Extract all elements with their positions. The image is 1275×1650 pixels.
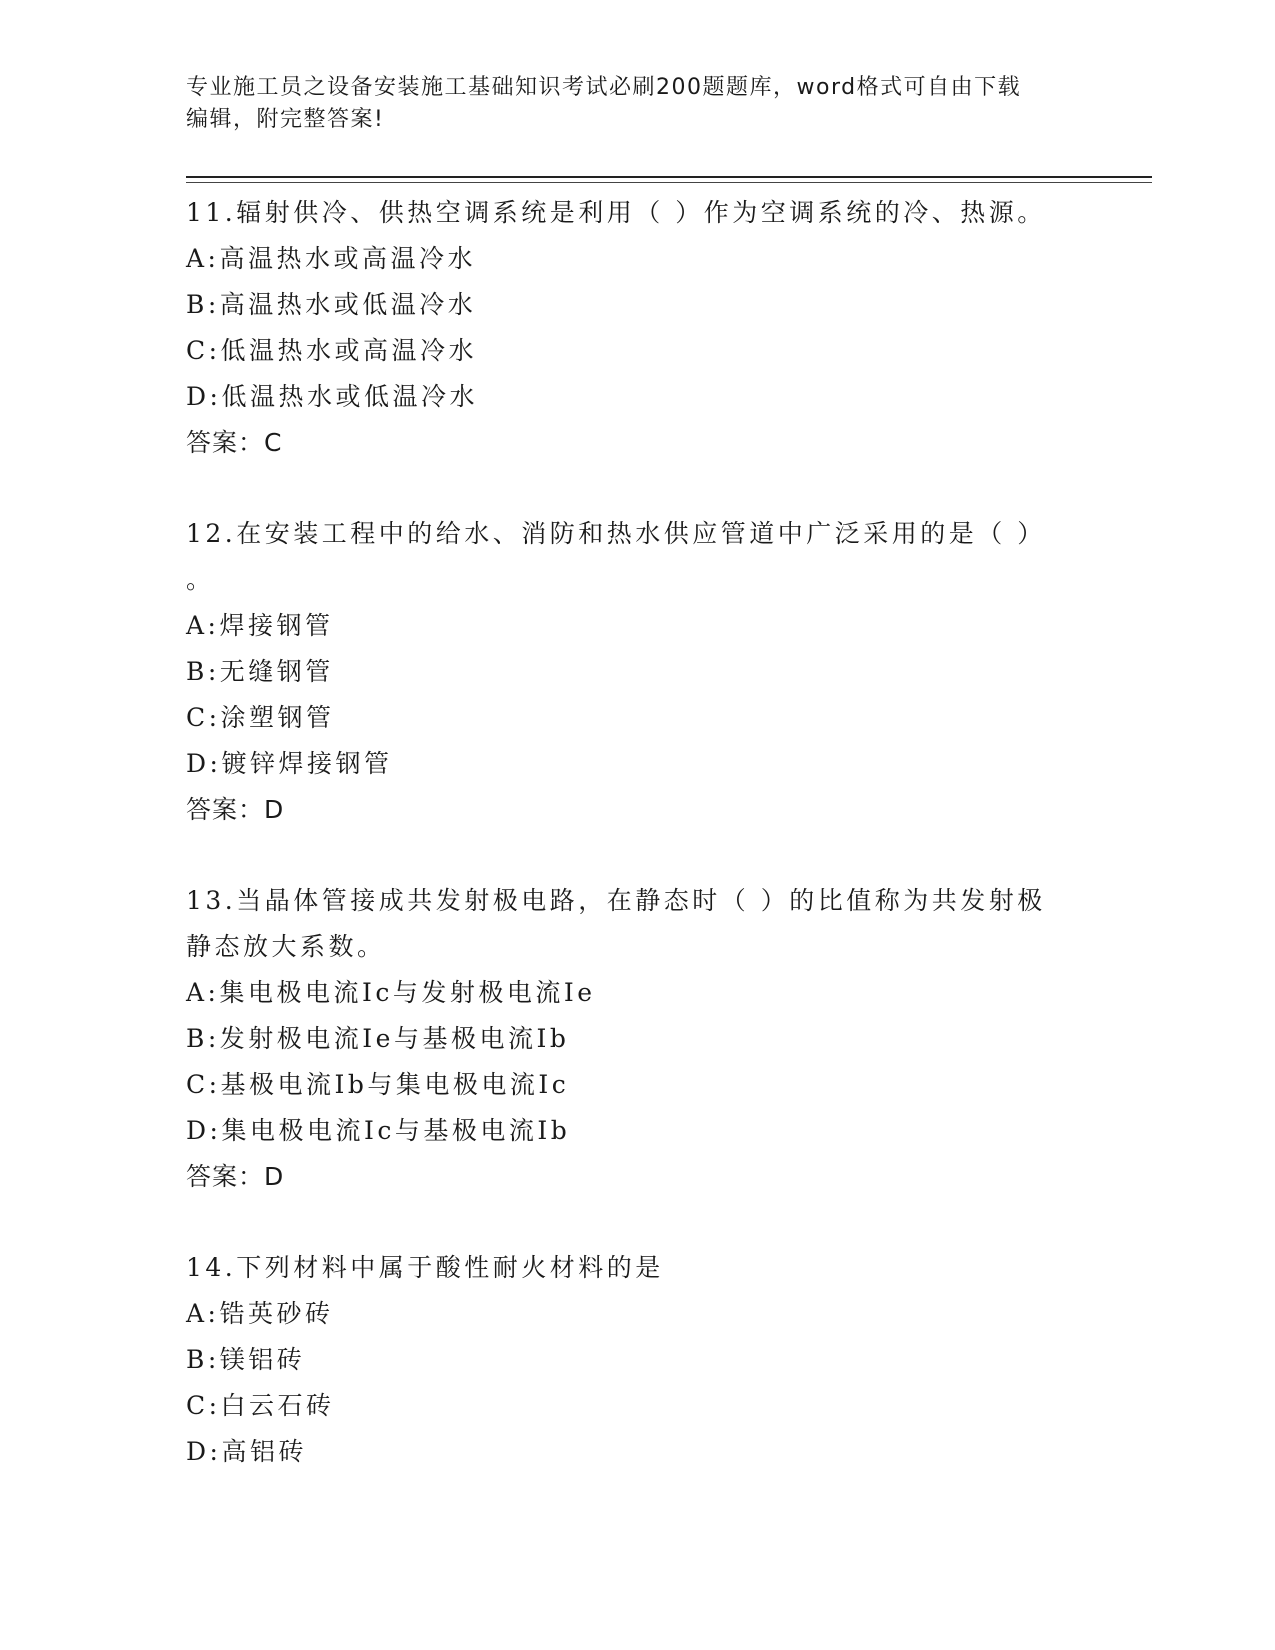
option-c: C:白云石砖 xyxy=(186,1391,335,1420)
option-d: D:集电极电流Ic与基极电流Ib xyxy=(186,1116,571,1145)
question-stem: 12.在安装工程中的给水、消防和热水供应管道中广泛采用的是（ ） xyxy=(186,519,1046,548)
document-header xyxy=(186,72,1086,136)
option-a: A:高温热水或高温冷水 xyxy=(186,244,476,273)
question-stem-continued: 。 xyxy=(186,565,215,594)
question-list xyxy=(186,190,1086,1475)
answer-line: 答案：D xyxy=(186,1162,285,1191)
question-stem: 13.当晶体管接成共发射极电路，在静态时（ ）的比值称为共发射极 xyxy=(186,886,1046,915)
question-stem-continued: 静态放大系数。 xyxy=(186,932,386,961)
question-block xyxy=(186,190,1086,466)
option-b: B:发射极电流Ie与基极电流Ib xyxy=(186,1024,570,1053)
header-divider-thick xyxy=(186,176,1152,178)
option-d: D:高铝砖 xyxy=(186,1437,307,1466)
header-line: 编辑，附完整答案! xyxy=(186,107,385,132)
option-a: A:焊接钢管 xyxy=(186,611,334,640)
option-c: C:基极电流Ib与集电极电流Ic xyxy=(186,1070,570,1099)
option-b: B:高温热水或低温冷水 xyxy=(186,290,477,319)
option-c: C:涂塑钢管 xyxy=(186,703,335,732)
option-b: B:无缝钢管 xyxy=(186,657,334,686)
option-d: D:低温热水或低温冷水 xyxy=(186,382,478,411)
header-divider-thin xyxy=(186,182,1152,183)
question-stem: 11.辐射供冷、供热空调系统是利用（ ）作为空调系统的冷、热源。 xyxy=(186,198,1046,227)
option-c: C:低温热水或高温冷水 xyxy=(186,336,478,365)
question-stem: 14.下列材料中属于酸性耐火材料的是 xyxy=(186,1253,664,1282)
question-block xyxy=(186,511,1086,833)
option-b: B:镁铝砖 xyxy=(186,1345,306,1374)
header-line: 专业施工员之设备安装施工基础知识考试必刷200题题库，word格式可自由下载 xyxy=(186,75,1022,100)
answer-line: 答案：C xyxy=(186,428,283,457)
question-block xyxy=(186,1245,1086,1475)
question-block xyxy=(186,878,1086,1200)
option-a: A:锆英砂砖 xyxy=(186,1299,334,1328)
answer-line: 答案：D xyxy=(186,795,285,824)
option-a: A:集电极电流Ic与发射极电流Ie xyxy=(186,978,596,1007)
option-d: D:镀锌焊接钢管 xyxy=(186,749,393,778)
